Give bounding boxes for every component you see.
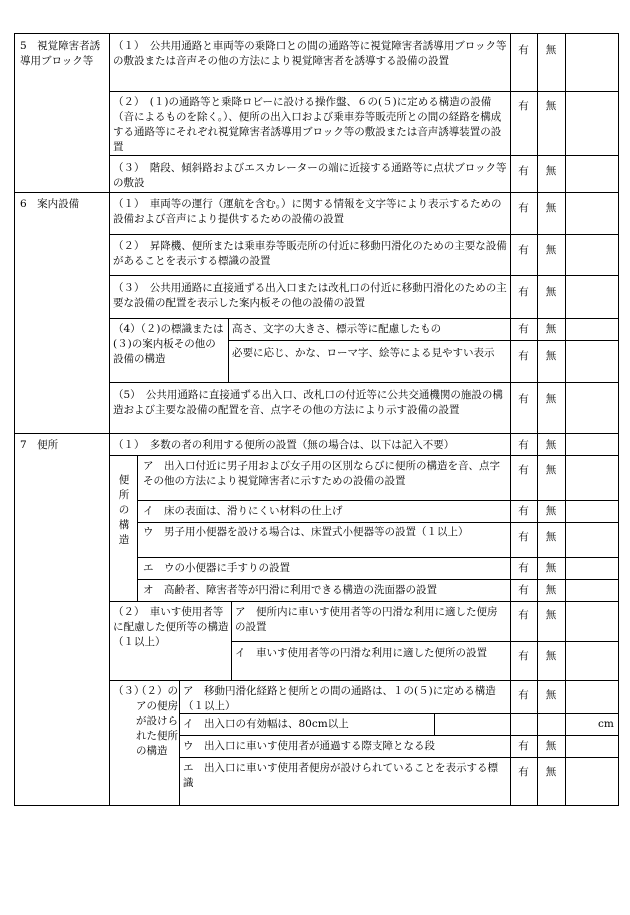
yes-mark: 有: [518, 165, 529, 177]
yes-mark: 有: [518, 609, 529, 621]
yes-mark: 有: [518, 100, 529, 112]
s7-item-3a: ア 移動円滑化経路と便所との間の通路は、１の(５)に定める構造（１以上）: [183, 685, 496, 712]
section-5-label: 5 視覚障害者誘導用ブロック等: [20, 40, 101, 67]
no-mark: 無: [545, 689, 557, 701]
s7-item-3b: イ 出入口の有効幅は、80cm以上: [183, 718, 349, 730]
row-divider: [109, 680, 619, 681]
no-mark: 無: [545, 464, 557, 476]
s7-structure-u: ウ 男子用小便器を設ける場合は、床置式小便器等の設置（１以上）: [143, 526, 469, 538]
no-mark: 無: [545, 609, 557, 621]
yes-mark: 有: [518, 650, 529, 662]
yes-mark: 有: [518, 439, 529, 451]
yes-mark: 有: [518, 44, 529, 56]
no-mark: 無: [545, 584, 557, 596]
no-mark: 無: [545, 505, 557, 517]
row-divider: [137, 522, 619, 523]
s7-structure-e: エ ウの小便器に手すりの設置: [143, 562, 290, 574]
s7-item-2a: ア 便所内に車いす使用者等の円滑な利用に適した便房の設置: [235, 606, 498, 633]
s7-item-3-sublabel: （２）のアの便房が設けられた便所の構造: [136, 685, 178, 757]
no-mark: 無: [545, 393, 557, 405]
row-divider: [231, 641, 619, 642]
s7-structure-i: イ 床の表面は、滑りにくい材料の仕上げ: [143, 505, 343, 517]
row-divider: [109, 275, 619, 276]
row-divider: [137, 579, 619, 580]
bottom-line: [14, 805, 619, 806]
no-mark: 無: [545, 244, 557, 256]
s5-item-3: （３） 階段、傾斜路およびエスカレーターの端に近接する通路等に点状ブロック等の敷設: [113, 162, 507, 189]
row-divider: [109, 318, 619, 319]
s6-item-4a: 高さ、文字の大きさ、標示等に配慮したもの: [232, 323, 442, 335]
no-mark: 無: [545, 44, 557, 56]
no-mark: 無: [545, 323, 557, 335]
yes-mark: 有: [518, 244, 529, 256]
yes-mark: 有: [518, 464, 529, 476]
col-divider: [109, 680, 110, 805]
col-divider: [434, 713, 435, 735]
width-unit-cm: cm: [598, 718, 614, 730]
yes-mark: 有: [518, 689, 529, 701]
yes-mark: 有: [518, 505, 529, 517]
row-divider: [109, 382, 619, 383]
s7-item-3-label: （３）: [113, 685, 145, 697]
row-divider: [137, 500, 619, 501]
row-divider: [179, 735, 619, 736]
no-mark: 無: [545, 766, 557, 778]
yes-mark: 有: [518, 286, 529, 298]
col-divider: [137, 455, 138, 601]
no-mark: 無: [545, 165, 557, 177]
row-divider: [109, 234, 619, 235]
col-divider: [231, 601, 232, 680]
row-divider: [137, 557, 619, 558]
row-divider: [228, 340, 619, 341]
no-mark: 無: [545, 650, 557, 662]
section-6-label: 6 案内設備: [20, 198, 80, 210]
no-mark: 無: [545, 439, 557, 451]
s6-item-1: （１） 車両等の運行（運航を含む。）に関する情報を文字等により表示するための設備および音声により提供するための設備の設置: [113, 198, 502, 225]
section-divider: [14, 433, 619, 434]
yes-mark: 有: [518, 766, 529, 778]
yes-mark: 有: [518, 323, 529, 335]
row-divider: [179, 757, 619, 758]
col-divider: [565, 33, 566, 805]
s6-item-3: （３） 公共用通路に直接通ずる出入口または改札口の付近に移動円滑化のための主要な設備の配置を表示した案内板その他の設備の設置: [113, 282, 507, 309]
s7-item-2-label: （２） 車いす使用者等に配慮した便所等の構造（１以上）: [113, 606, 229, 648]
s6-item-2: （２） 昇降機、便所または乗車券等販売所の付近に移動円滑化のための主要な設備があることを表示する標識の設置: [113, 240, 507, 267]
yes-mark: 有: [518, 393, 529, 405]
s6-item-5: （5） 公共用通路に直接通ずる出入口、改札口の付近等に公共交通機関の施設の構造および主要な設備の配置を音、点字その他の方法により示す設備の設置: [113, 389, 503, 416]
s7-item-1: （１） 多数の者の利用する便所の設置（無の場合は、以下は記入不要）: [113, 439, 455, 451]
no-mark: 無: [545, 740, 557, 752]
row-divider: [109, 91, 619, 92]
s6-item-4-label: （4）（２)の標識または(３)の案内板その他の設備の構造: [113, 323, 224, 365]
s7-structure-o: オ 高齢者、障害者等が円滑に利用できる構造の洗面器の設置: [143, 584, 437, 596]
s7-item-3d: エ 出入口に車いす使用者便房が設けられていることを表示する標識: [183, 762, 498, 789]
toilet-structure-vertical-label: 便所の構造: [118, 474, 130, 546]
s5-item-1: （１） 公共用通路と車両等の乗降口との間の通路等に視覚障害者誘導用ブロック等の敷設または音声その他の方法により視覚障害者を誘導する設備の設置: [113, 40, 507, 67]
s5-item-2: （２） (１)の通路等と乗降ロビーに設ける操作盤、６の(５)に定める構造の設備（音によるものを除く。）、便所の出入口および乗車券等販売所との間の経路を構成する通路等にそれぞれ視覚障害者誘導用ブロック等の敷設または音声誘導装置の設置: [113, 96, 502, 153]
s7-structure-a: ア 出入口付近に男子用および女子用の区別ならびに便所の構造を音、点字その他の方法により視覚障害者に示すための設備の設置: [143, 460, 500, 487]
col-divider: [228, 318, 229, 382]
yes-mark: 有: [518, 562, 529, 574]
yes-mark: 有: [518, 740, 529, 752]
row-divider: [109, 601, 619, 602]
col-divider: [179, 680, 180, 805]
section-divider: [14, 192, 619, 193]
s7-item-3c: ウ 出入口に車いす使用者が通過する際支障となる段: [183, 740, 435, 752]
yes-mark: 有: [518, 531, 529, 543]
no-mark: 無: [545, 350, 557, 362]
no-mark: 無: [545, 100, 557, 112]
s7-item-2b: イ 車いす使用者等の円滑な利用に適した便所の設置: [235, 647, 487, 659]
no-mark: 無: [545, 286, 557, 298]
no-mark: 無: [545, 562, 557, 574]
checklist-table: [14, 33, 619, 805]
yes-mark: 有: [518, 584, 529, 596]
section-7-label: 7 便所: [20, 439, 59, 451]
s6-item-4b: 必要に応じ、かな、ローマ字、絵等による見やすい表示: [232, 347, 495, 359]
yes-mark: 有: [518, 202, 529, 214]
no-mark: 無: [545, 202, 557, 214]
yes-mark: 有: [518, 350, 529, 362]
no-mark: 無: [545, 531, 557, 543]
row-divider: [109, 155, 619, 156]
row-divider: [109, 455, 619, 456]
